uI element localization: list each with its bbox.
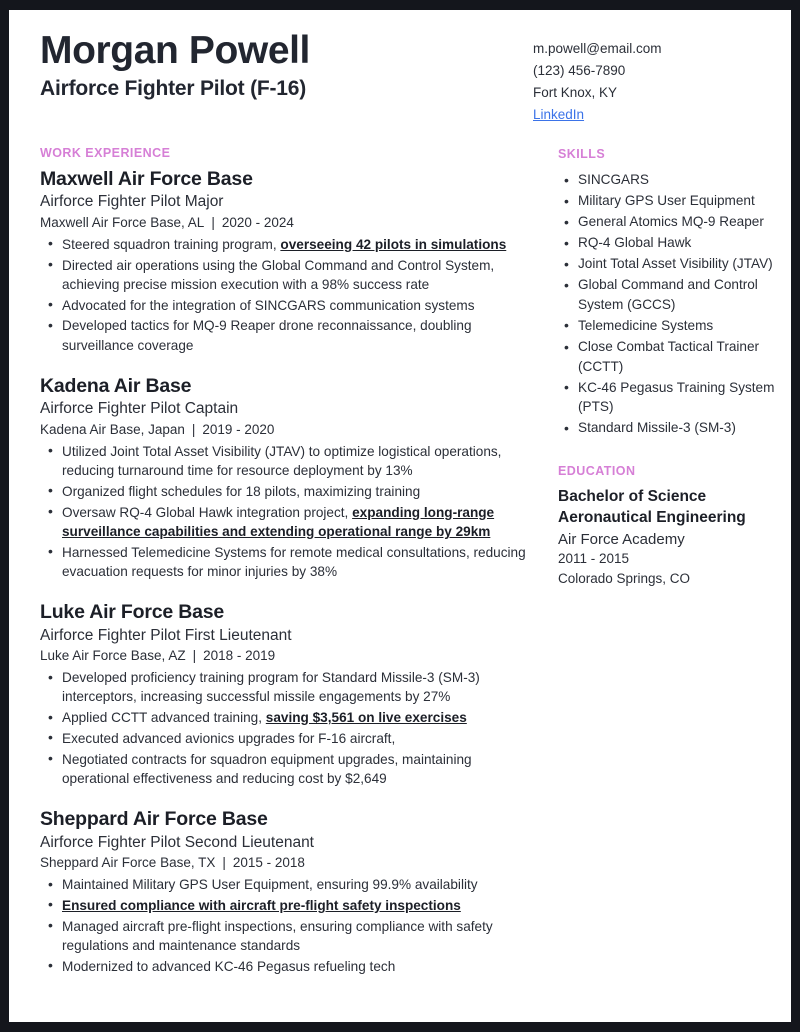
job-role: Airforce Fighter Pilot First Lieutenant — [40, 626, 292, 644]
bullet-text: Oversaw RQ-4 Global Hawk integration project, — [62, 504, 353, 520]
job-bullet — [40, 503, 532, 542]
resume-sheet — [9, 10, 791, 1022]
job-meta — [40, 647, 532, 665]
education-heading: EDUCATION — [558, 463, 636, 478]
job-dates: 2019 - 2020 — [202, 421, 275, 437]
job-bullet-list — [40, 235, 532, 355]
bullet-emphasis: saving $3,561 on live exercises — [265, 710, 467, 726]
job-bullet — [40, 235, 532, 254]
resume-body — [40, 146, 775, 1022]
job-bullet — [40, 482, 532, 501]
job-dates: 2018 - 2019 — [203, 647, 276, 663]
bullet-text: Applied CCTT advanced training, — [62, 710, 266, 726]
job-location: Kadena Air Base, Japan — [40, 421, 185, 437]
job-meta — [40, 421, 532, 439]
bullet-text: Managed aircraft pre-flight inspections, ensuring compliance with safety regulations and maintenance standards — [62, 918, 493, 953]
candidate-name: Morgan Powell — [40, 29, 310, 72]
bullet-text: Negotiated contracts for squadron equipment upgrades, maintaining operational effectiveness and reducing cost by $2,649 — [62, 751, 472, 787]
education-section — [558, 464, 788, 588]
job-bullet — [40, 316, 532, 355]
bullet-text: Directed air operations using the Global Command and Control System, achieving precise mission execution with a 98% success rate — [62, 257, 495, 292]
skill-item: • Telemedicine Systems — [558, 316, 788, 336]
contact-email: m.powell@email.com — [533, 41, 662, 56]
bullet-text: Maintained Military GPS User Equipment, ensuring 99.9% availability — [62, 877, 478, 893]
job-meta — [40, 854, 532, 872]
job-location: Maxwell Air Force Base, AL — [40, 214, 205, 230]
education-dates: 2011 - 2015 — [558, 551, 630, 567]
name-block — [40, 26, 310, 101]
candidate-title: Airforce Fighter Pilot (F-16) — [40, 77, 307, 101]
work-experience-list — [40, 167, 532, 976]
job-role: Airforce Fighter Pilot Second Lieutenant — [40, 833, 314, 851]
job-location: Sheppard Air Force Base, TX — [40, 854, 216, 870]
skill-item: • Joint Total Asset Visibility (JTAV) — [558, 254, 788, 274]
job-bullet — [40, 750, 532, 789]
bullet-text: Steered squadron training program, — [62, 236, 281, 252]
job-bullet — [40, 256, 532, 295]
skill-item: • SINCGARS — [558, 170, 788, 190]
skill-item: • Global Command and Control System (GCCS) — [558, 275, 788, 314]
job-bullet — [40, 442, 532, 481]
bullet-text: Modernized to advanced KC-46 Pegasus refueling tech — [62, 958, 396, 974]
contact-link-row — [533, 104, 769, 126]
job-bullet-list — [40, 442, 532, 582]
bullet-emphasis: expanding long-range surveillance capabilities and extending operational range by 29km — [62, 504, 495, 539]
job-meta-separator: | — [192, 647, 197, 663]
job-location: Luke Air Force Base, AZ — [40, 647, 186, 663]
skill-item: • Military GPS User Equipment — [558, 191, 788, 211]
job-dates: 2015 - 2018 — [232, 854, 305, 870]
job-role: Airforce Fighter Pilot Captain — [40, 400, 239, 418]
linkedin-link[interactable]: LinkedIn — [533, 107, 585, 122]
bullet-emphasis: overseeing 42 pilots in simulations — [280, 236, 507, 252]
job-company: Luke Air Force Base — [40, 601, 225, 624]
contact-phone: (123) 456-7890 — [533, 63, 626, 78]
skills-section — [558, 147, 788, 438]
contact-block — [533, 26, 769, 126]
job-dates: 2020 - 2024 — [221, 214, 294, 230]
job-entry — [40, 600, 532, 788]
job-bullet — [40, 917, 532, 956]
job-meta — [40, 214, 532, 232]
job-entry — [40, 807, 532, 976]
sidebar-column — [558, 146, 788, 614]
job-bullet — [40, 896, 532, 915]
education-degree-line-1: Bachelor of Science — [558, 487, 707, 505]
job-bullet — [40, 543, 532, 582]
work-experience-heading: WORK EXPERIENCE — [40, 146, 171, 160]
skill-item: • General Atomics MQ-9 Reaper — [558, 212, 788, 232]
bullet-text: Developed proficiency training program for Standard Missile-3 (SM-3) interceptors, increasing successful missile engagements by 27% — [62, 670, 480, 705]
education-school: Air Force Academy — [558, 530, 685, 548]
job-bullet-list — [40, 875, 532, 976]
resume-header — [40, 26, 769, 126]
bullet-text: Organized flight schedules for 18 pilots, maximizing training — [62, 483, 421, 499]
job-company: Sheppard Air Force Base — [40, 808, 268, 831]
skill-item: • Close Combat Tactical Trainer (CCTT) — [558, 337, 788, 376]
job-bullet — [40, 296, 532, 315]
bullet-text: Developed tactics for MQ-9 Reaper drone reconnaissance, doubling surveillance coverage — [62, 318, 472, 353]
job-role: Airforce Fighter Pilot Major — [40, 193, 224, 211]
job-bullet — [40, 708, 532, 727]
skills-list — [558, 170, 788, 438]
job-bullet-list — [40, 668, 532, 788]
job-bullet — [40, 729, 532, 748]
skill-item: • RQ-4 Global Hawk — [558, 233, 788, 253]
bullet-text: Utilized Joint Total Asset Visibility (JTAV) to optimize logistical operations, reducing turnaround time for resource deployment by 13% — [62, 443, 502, 479]
bullet-text: Advocated for the integration of SINCGARS communication systems — [62, 297, 475, 313]
contact-location: Fort Knox, KY — [533, 85, 618, 100]
job-meta-separator: | — [211, 214, 215, 230]
bullet-emphasis: Ensured compliance with aircraft pre-flight safety inspections — [62, 897, 461, 913]
skills-heading: SKILLS — [558, 147, 606, 161]
job-bullet — [40, 668, 532, 707]
job-company: Kadena Air Base — [40, 375, 192, 398]
job-meta-separator: | — [191, 421, 196, 437]
education-degree-line-2: Aeronautical Engineering — [558, 509, 746, 527]
job-meta-separator: | — [222, 854, 226, 870]
main-column — [40, 146, 532, 978]
job-entry — [40, 374, 532, 581]
skill-item: • Standard Missile-3 (SM-3) — [558, 418, 788, 438]
job-company: Maxwell Air Force Base — [40, 168, 253, 190]
education-location: Colorado Springs, CO — [558, 570, 691, 586]
skill-item: • KC-46 Pegasus Training System (PTS) — [558, 378, 788, 417]
job-bullet — [40, 957, 532, 976]
bullet-text: Harnessed Telemedicine Systems for remote medical consultations, reducing evacuation requests for minor injuries by 38% — [62, 544, 526, 580]
bullet-text: Executed advanced avionics upgrades for F-16 aircraft, — [62, 730, 396, 746]
job-bullet — [40, 875, 532, 894]
job-entry — [40, 167, 532, 355]
